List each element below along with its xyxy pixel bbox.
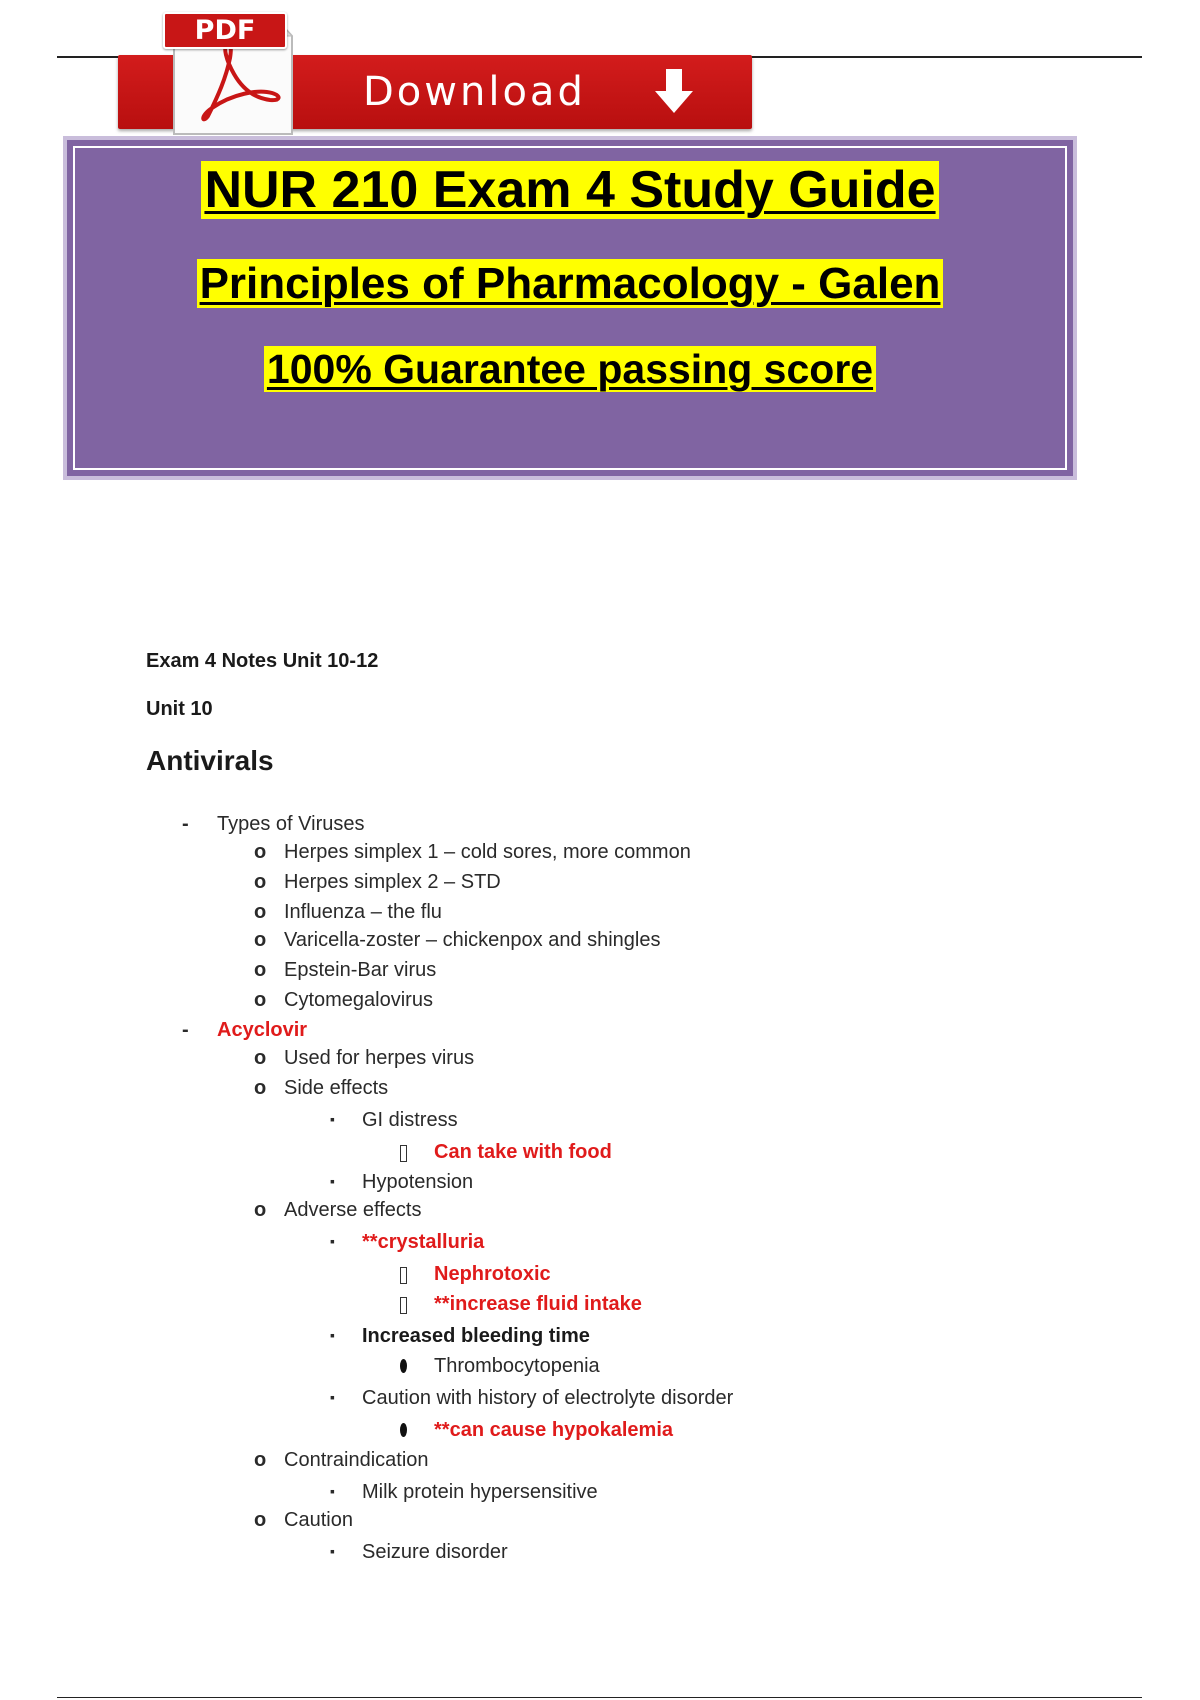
outline-item-text: **crystalluria <box>362 1231 485 1253</box>
guarantee-line: 100% Guarantee passing score <box>264 346 876 392</box>
unit-heading: Unit 10 <box>146 698 213 720</box>
bullet-marker-icon: ▪ <box>330 1389 335 1405</box>
outline-item-text: Caution with history of electrolyte disorder <box>362 1387 734 1409</box>
outline-item-text: Adverse effects <box>284 1199 422 1221</box>
outline-item-text: Increased bleeding time <box>362 1325 590 1347</box>
bullet-marker-icon: o <box>254 1199 267 1221</box>
pdf-download-banner[interactable] <box>118 8 752 140</box>
outline-item-text: Thrombocytopenia <box>434 1355 600 1377</box>
bullet-marker-icon: o <box>254 841 267 863</box>
outline-item-text: Epstein-Bar virus <box>284 959 437 981</box>
outline-item-text: **can cause hypokalemia <box>434 1419 674 1441</box>
outline-item-text: Contraindication <box>284 1449 429 1471</box>
bullet-marker-icon: o <box>254 901 267 923</box>
bullet-marker-icon: o <box>254 959 267 981</box>
guide-title: NUR 210 Exam 4 Study Guide <box>201 161 938 219</box>
outline-item-text: Side effects <box>284 1077 389 1099</box>
outline-item-text: Hypotension <box>362 1171 474 1193</box>
outline-item-text: Can take with food <box>434 1141 612 1163</box>
bullet-marker-icon: - <box>182 1019 189 1041</box>
bullet-marker-icon: o <box>254 1509 267 1531</box>
pdf-label: PDF <box>163 12 287 49</box>
outline-item-text: GI distress <box>362 1109 458 1131</box>
bullet-marker-icon: o <box>254 1047 267 1069</box>
bullet-marker-icon: o <box>254 989 267 1011</box>
bullet-marker-icon: ▪ <box>330 1111 335 1127</box>
course-subtitle: Principles of Pharmacology - Galen <box>197 259 944 308</box>
bullet-marker-icon: ▪ <box>330 1173 335 1189</box>
notes-heading: Exam 4 Notes Unit 10-12 <box>146 650 379 672</box>
outline-item-text: **increase fluid intake <box>434 1293 642 1315</box>
outline-item-text: Cytomegalovirus <box>284 989 433 1011</box>
outline-item-text: Seizure disorder <box>362 1541 508 1563</box>
outline-item-text: Herpes simplex 1 – cold sores, more common <box>284 841 691 863</box>
outline-item-text: Nephrotoxic <box>434 1263 551 1285</box>
bullet-marker-icon: ▪ <box>330 1543 335 1559</box>
bullet-marker-icon: o <box>254 1077 267 1099</box>
square-bullet-icon <box>400 1263 407 1290</box>
bullet-marker-icon: ▪ <box>330 1483 335 1499</box>
outline-item-text: Influenza – the flu <box>284 901 442 923</box>
filled-bullet-icon <box>400 1419 407 1443</box>
title-box <box>63 136 1077 480</box>
down-arrow-icon <box>653 69 695 115</box>
square-bullet-icon <box>400 1141 407 1168</box>
pdf-file-icon <box>160 8 298 138</box>
title-box-inner-border <box>73 146 1067 470</box>
square-bullet-icon <box>400 1293 407 1320</box>
bullet-marker-icon: o <box>254 871 267 893</box>
filled-bullet-icon <box>400 1355 407 1379</box>
outline-item-text: Types of Viruses <box>217 813 365 835</box>
outline-item-text: Caution <box>284 1509 353 1531</box>
outline-item-text: Acyclovir <box>217 1019 308 1041</box>
bullet-marker-icon: ▪ <box>330 1327 335 1343</box>
outline-item-text: Herpes simplex 2 – STD <box>284 871 501 893</box>
bullet-marker-icon: ▪ <box>330 1233 335 1249</box>
section-title: Antivirals <box>146 745 274 776</box>
outline-item-text: Varicella-zoster – chickenpox and shingles <box>284 929 661 951</box>
bullet-marker-icon: o <box>254 1449 267 1471</box>
bullet-marker-icon: o <box>254 929 267 951</box>
download-label: Download <box>363 69 586 115</box>
outline-item-text: Milk protein hypersensitive <box>362 1481 598 1503</box>
bottom-rule <box>57 1697 1142 1698</box>
outline-item-text: Used for herpes virus <box>284 1047 475 1069</box>
bullet-marker-icon: - <box>182 813 189 835</box>
